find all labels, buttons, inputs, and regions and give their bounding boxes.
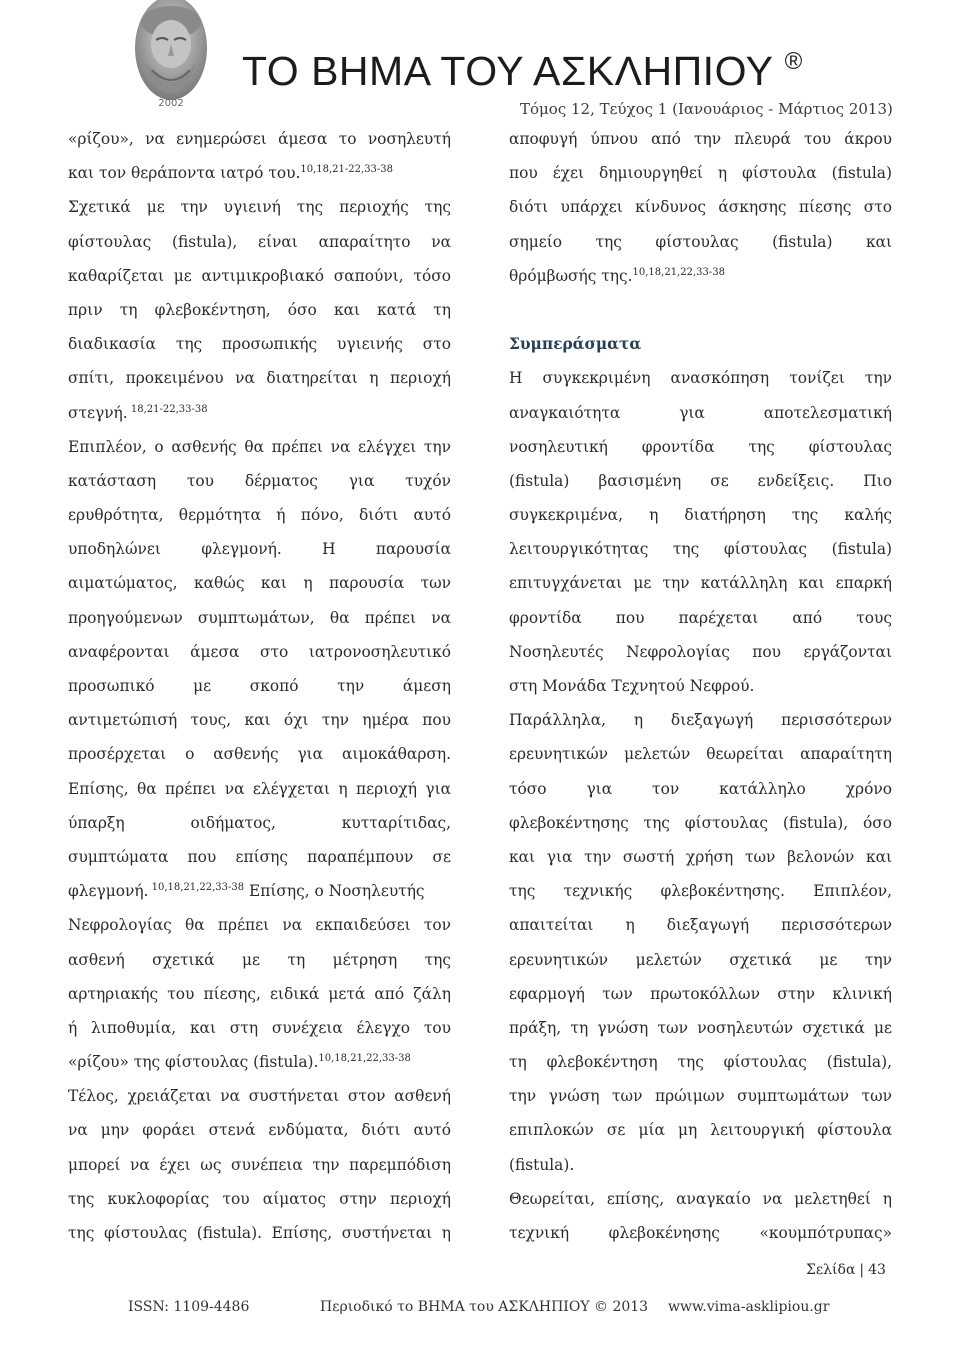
text-line <box>68 327 451 361</box>
text-line <box>68 1148 451 1182</box>
text-line <box>509 1216 892 1250</box>
text-line <box>509 737 892 771</box>
journal-title-text: ΤΟ ΒΗΜΑ ΤΟΥ ΑΣΚΛΗΠΙΟΥ <box>242 48 773 94</box>
line-text: φλεβοκέντησης της φίστουλας (fistula), όσο <box>509 813 892 832</box>
text-line <box>68 566 451 600</box>
text-line <box>68 361 451 395</box>
text-line <box>68 772 451 806</box>
line-text: συγκεκριμένα, η διατήρηση της καλής <box>509 506 892 525</box>
line-text: Σχετικά με την υγιεινή της περιοχής της <box>68 198 451 217</box>
text-line <box>68 156 451 190</box>
line-text: επιτυγχάνεται με την κατάλληλη και επαρκή <box>509 574 892 593</box>
text-line <box>68 1113 451 1147</box>
text-line <box>68 532 451 566</box>
line-text: ερευνητικών μελετών σχετικά με την <box>509 950 892 969</box>
text-line <box>509 874 892 908</box>
citation-superscript: 18,21-22,33-38 <box>127 403 208 415</box>
line-text: αιματώματος, καθώς και η παρουσία των <box>68 574 451 593</box>
text-line <box>68 703 451 737</box>
page-separator: | <box>859 1262 865 1278</box>
text-line <box>509 532 892 566</box>
line-text: νοσηλευτική φροντίδα της φίστουλας <box>509 437 892 456</box>
line-text: αντιμετώπισή τους, και όχι την ημέρα που <box>68 711 451 730</box>
line-text: Επιπλέον, ο ασθενής θα πρέπει να ελέγχει την <box>68 437 451 456</box>
text-line <box>509 396 892 430</box>
text-line <box>509 1011 892 1045</box>
line-text: εφαρμογή των πρωτοκόλλων στην κλινική <box>509 984 892 1003</box>
text-line <box>68 669 451 703</box>
text-line <box>68 190 451 224</box>
line-text: Η συγκεκριμένη ανασκόπηση τονίζει την <box>509 369 892 388</box>
text-line <box>68 1011 451 1045</box>
line-text: θρόμβωσής της. <box>509 266 633 285</box>
text-line <box>509 464 892 498</box>
text-line <box>68 806 451 840</box>
line-text: πράξη, τη γνώση των νοσηλευτών σχετικά με <box>509 1018 892 1037</box>
text-line <box>68 1079 451 1113</box>
line-text: απαιτείται η διεξαγωγή περισσότερων <box>509 916 892 935</box>
text-line <box>509 190 892 224</box>
line-text: φροντίδα που παρέχεται από τους <box>509 608 892 627</box>
line-text: διότι υπάρχει κίνδυνος άσκησης πίεσης στο <box>509 198 892 217</box>
line-text: ύπαρξη οιδήματος, κυτταρίτιδας, <box>68 813 451 832</box>
line-text: και τον θεράποντα ιατρό του. <box>68 164 301 183</box>
line-text: Τέλος, χρειάζεται να συστήνεται στον ασθενή <box>68 1087 451 1106</box>
text-line <box>509 908 892 942</box>
text-line <box>68 430 451 464</box>
line-text: ερυθρότητα, θερμότητα ή πόνο, διότι αυτό <box>68 506 451 525</box>
text-line <box>509 703 892 737</box>
line-text: (fistula) βασισμένη σε ενδείξεις. Πιο <box>509 471 892 490</box>
registered-mark: ® <box>784 48 803 75</box>
text-line <box>68 225 451 259</box>
footer-journal: Περιοδικό το ΒΗΜΑ του ΑΣΚΛΗΠΙΟΥ © 2013 <box>320 1299 649 1315</box>
line-text: αναγκαιότητα για αποτελεσματική <box>509 403 892 422</box>
line-text: συμπτώματα που επίσης παραπέμπουν σε <box>68 847 451 866</box>
text-line <box>68 943 451 977</box>
text-line <box>68 977 451 1011</box>
issue-info: Τόμος 12, Τεύχος 1 (Ιανουάριος - Μάρτιος 2013) <box>520 100 893 118</box>
line-text: Νοσηλευτές Νεφρολογίας που εργάζονται <box>509 642 892 661</box>
line-text: μπορεί να έχει ως συνέπεια την παρεμπόδιση <box>68 1155 451 1174</box>
line-text: αρτηριακής του πίεσης, ειδικά μετά από ζάλη <box>68 984 451 1003</box>
text-line <box>509 772 892 806</box>
footer-url[interactable]: www.vima-asklipiou.gr <box>668 1299 830 1315</box>
text-line <box>509 566 892 600</box>
page-number-value: 43 <box>868 1262 886 1278</box>
line-text: πριν τη φλεβοκέντηση, όσο και κατά τη <box>68 300 451 319</box>
line-text: αναφέρονται άμεσα στο ιατρονοσηλευτικό <box>68 642 451 661</box>
asclepius-head-icon <box>116 0 226 110</box>
line-text: φλεγμονή. <box>68 882 149 901</box>
text-line <box>509 1045 892 1079</box>
line-text: ή λιποθυμία, και στη συνέχεια έλεγχο του <box>68 1018 451 1037</box>
text-line <box>68 874 451 908</box>
text-line <box>509 1113 892 1147</box>
line-text: λειτουργικότητας της φίστουλας (fistula) <box>509 540 892 559</box>
journal-logo <box>116 0 226 110</box>
text-line <box>509 977 892 1011</box>
citation-superscript: 10,18,21,22,33-38 <box>632 266 725 278</box>
page-label: Σελίδα <box>806 1262 856 1278</box>
page-number <box>806 1262 886 1278</box>
text-line <box>68 908 451 942</box>
line-text: Θεωρείται, επίσης, αναγκαίο να μελετηθεί η <box>509 1189 892 1208</box>
line-text: σημείο της φίστουλας (fistula) και <box>509 232 892 251</box>
text-line <box>68 635 451 669</box>
line-text: «ρίζου», να ενημερώσει άμεσα το νοσηλευτή <box>68 130 451 148</box>
line-text: Επίσης, θα πρέπει να ελέγχεται η περιοχή για <box>68 779 451 798</box>
text-line <box>509 430 892 464</box>
line-text: τεχνική φλεβοκένησης «κουμπότρυπας» <box>509 1224 892 1242</box>
line-text: Νεφρολογίας θα πρέπει να εκπαιδεύσει τον <box>68 916 451 935</box>
text-line <box>68 293 451 327</box>
line-text: Συμπεράσματα <box>509 335 642 354</box>
text-line <box>509 840 892 874</box>
text-line <box>509 361 892 395</box>
text-line <box>68 259 451 293</box>
line-text: τόσο για τον κατάλληλο χρόνο <box>509 779 892 798</box>
text-line <box>68 737 451 771</box>
text-line <box>68 601 451 635</box>
line-text: της φίστουλας (fistula). Επίσης, συστήνεται η <box>68 1224 451 1242</box>
line-text: καθαρίζεται με αντιμικροβιακό σαπούνι, τόσο <box>68 266 451 285</box>
line-text: τη φλεβοκέντηση της φίστουλας (fistula), <box>509 1053 892 1072</box>
line-text: που έχει δημιουργηθεί η φίστουλα (fistula) <box>509 164 892 183</box>
text-line <box>509 498 892 532</box>
line-text-continued: Επίσης, ο Νοσηλευτής <box>244 882 425 901</box>
text-line <box>509 635 892 669</box>
line-text: στεγνή. <box>68 403 128 422</box>
text-line <box>68 840 451 874</box>
right-column <box>509 122 892 1250</box>
journal-title <box>242 48 803 95</box>
text-line <box>68 396 451 430</box>
line-text: σπίτι, προκειμένου να διατηρείται η περιοχή <box>68 369 451 388</box>
line-text: προσωπικό με σκοπό την άμεση <box>68 677 451 695</box>
line-text: διαδικασία της προσωπικής υγιεινής στο <box>68 335 451 354</box>
line-text: αποφυγή ύπνου από την πλευρά του άκρου <box>509 130 892 148</box>
line-text: προηγούμενων συμπτωμάτων, θα πρέπει να <box>68 608 451 627</box>
text-line <box>509 806 892 840</box>
text-line <box>68 1216 451 1250</box>
text-line <box>68 1045 451 1079</box>
line-text: «ρίζου» της φίστουλας (fistula). <box>68 1053 319 1072</box>
text-line <box>509 1079 892 1113</box>
line-text: της κυκλοφορίας του αίματος στην περιοχή <box>68 1189 451 1208</box>
line-text: προσέρχεται ο ασθενής για αιμοκάθαρση. <box>68 745 451 764</box>
line-text: στη Μονάδα Τεχνητού Νεφρού. <box>509 677 755 695</box>
citation-superscript: 10,18,21,22,33-38 <box>148 882 245 894</box>
line-text: επιπλοκών σε μία μη λειτουργική φίστουλα <box>509 1121 892 1140</box>
text-line <box>68 1182 451 1216</box>
text-line <box>68 464 451 498</box>
line-text: και για την σωστή χρήση των βελονών και <box>509 847 892 866</box>
line-text: την γνώση των πρώιμων συμπτωμάτων των <box>509 1087 892 1106</box>
line-text: να μην φοράει στενά ενδύματα, διότι αυτό <box>68 1121 451 1140</box>
text-line <box>68 122 451 156</box>
text-line <box>68 498 451 532</box>
citation-superscript: 10,18,21,22,33-38 <box>318 1053 411 1065</box>
text-line <box>509 601 892 635</box>
citation-superscript: 10,18,21-22,33-38 <box>300 164 394 176</box>
text-line <box>509 122 892 156</box>
text-line <box>509 1182 892 1216</box>
text-line <box>509 943 892 977</box>
line-text: φίστουλας (fistula), είναι απαραίτητο να <box>68 232 451 251</box>
text-line <box>509 669 892 703</box>
text-line <box>509 225 892 259</box>
text-line <box>509 259 892 293</box>
line-text: Παράλληλα, η διεξαγωγή περισσότερων <box>509 711 892 730</box>
text-line <box>509 156 892 190</box>
left-column <box>68 122 451 1250</box>
line-text: υποδηλώνει φλεγμονή. Η παρουσία <box>68 540 451 559</box>
line-text: ερευνητικών μελετών θεωρείται απαραίτητη <box>509 745 892 764</box>
line-text: ασθενή σχετικά με τη μέτρηση της <box>68 950 451 969</box>
line-text: (fistula). <box>509 1155 575 1174</box>
logo-year: 2002 <box>158 98 184 109</box>
line-text: κατάσταση του δέρματος για τυχόν <box>68 471 451 490</box>
section-heading <box>509 327 892 361</box>
text-line <box>509 1148 892 1182</box>
line-text: της τεχνικής φλεβοκέντησης. Επιπλέον, <box>509 882 892 901</box>
paragraph-gap <box>509 293 892 327</box>
footer-issn: ISSN: 1109-4486 <box>128 1299 250 1315</box>
